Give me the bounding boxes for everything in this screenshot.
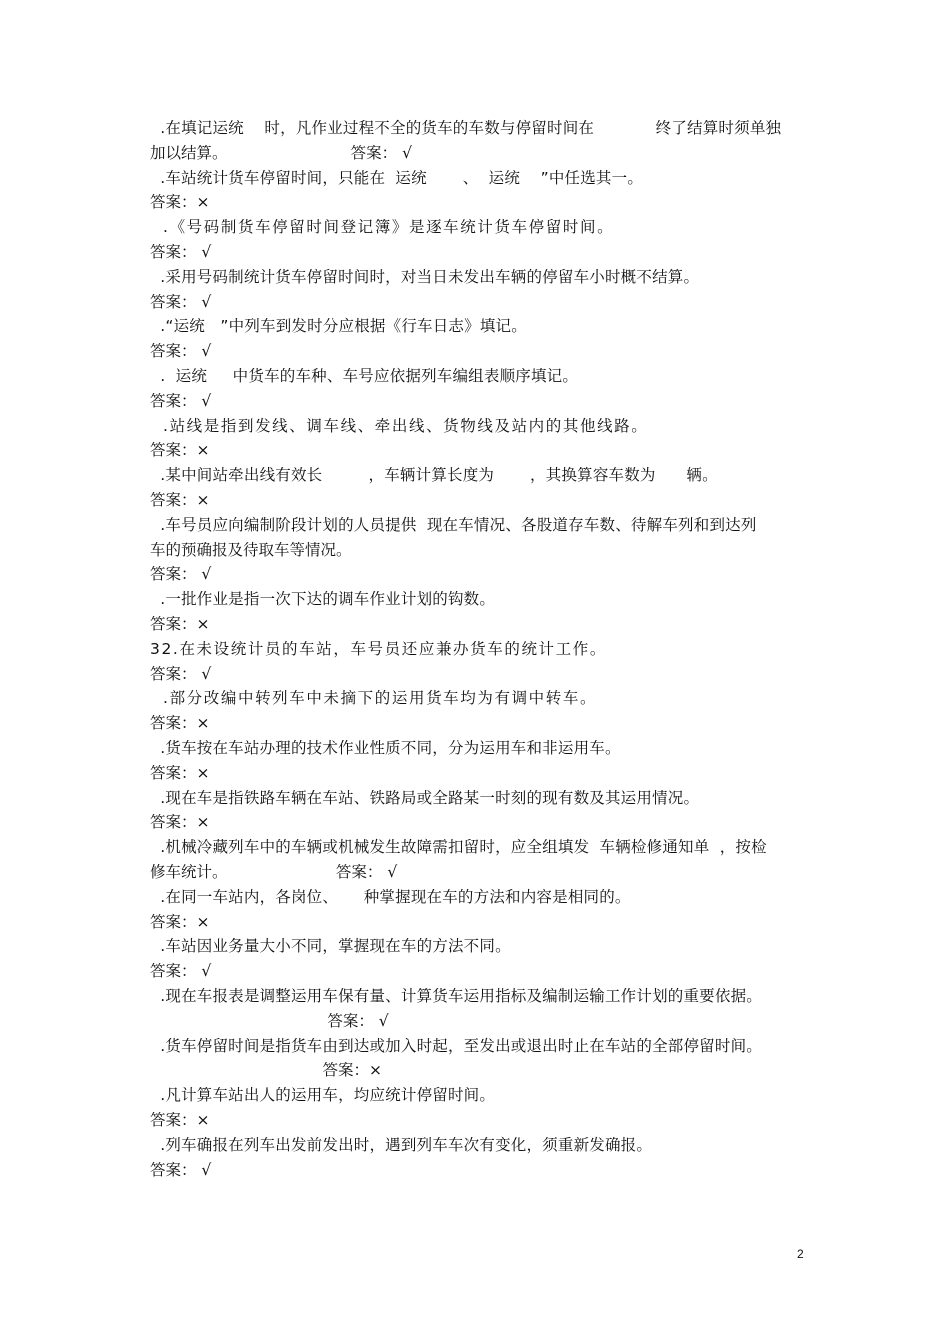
answer-line: 答案： √ (150, 243, 212, 261)
question-line: .站线是指到发线、调车线、牵出线、货物线及站内的其他线路。 (150, 416, 649, 435)
answer-line: 答案：× (150, 193, 210, 212)
question-line: .车站因业务量大小不同，掌握现在车的方法不同。 (150, 937, 511, 956)
answer-line: 修车统计。 答案： √ (150, 863, 398, 881)
question-line: .某中间站牵出线有效长 ，车辆计算长度为 ，其换算容车数为 辆。 (150, 466, 718, 485)
answer-line: 答案：× (150, 813, 210, 832)
question-line: .现在车报表是调整运用车保有量、计算货车运用指标及编制运输工作计划的重要依据。 (150, 987, 762, 1005)
answer-line: 答案：× (150, 1061, 382, 1080)
question-line: .在填记运统 时，凡作业过程不全的货车的车数与停留时间在 终了结算时须单独 (150, 119, 782, 137)
question-line: .部分改编中转列车中未摘下的运用货车均为有调中转车。 (150, 689, 598, 708)
answer-line: 答案： √ (150, 1011, 389, 1030)
question-line: .《号码制货车停留时间登记簿》是逐车统计货车停留时间。 (150, 218, 615, 237)
answer-line: 答案：× (150, 441, 210, 460)
answer-line: 答案： √ (150, 342, 212, 361)
answer-line: 答案： √ (150, 1160, 212, 1179)
question-line: .货车停留时间是指货车由到达或加入时起，至发出或退出时止在车站的全部停留时间。 (150, 1036, 762, 1055)
answer-line: 答案： √ (150, 391, 212, 410)
question-line: .采用号码制统计货车停留时间时，对当日未发出车辆的停留车小时概不结算。 (150, 267, 700, 286)
answer-line: 答案： √ (150, 565, 212, 584)
answer-line: 答案：× (150, 1111, 210, 1129)
answer-line: 答案： √ (150, 962, 212, 981)
answer-line: 答案：× (150, 763, 210, 782)
question-line: .“运统 ”中列车到发时分应根据《行车日志》填记。 (150, 317, 527, 336)
question-line: . 运统 中货车的车种、车号应依据列车编组表顺序填记。 (150, 367, 579, 385)
question-line: .车站统计货车停留时间，只能在 运统 、 运统 ”中任选其一。 (150, 168, 644, 187)
page-number: 2 (797, 1247, 804, 1261)
answer-line: 答案： √ (150, 292, 212, 311)
question-line: .机械冷藏列车中的车辆或机械发生故障需扣留时，应全组填发 车辆检修通知单 ，按检 (150, 838, 767, 857)
question-line: 车的预确报及待取车等情况。 (150, 540, 352, 559)
answer-line: 答案： √ (150, 664, 212, 683)
answer-line: 答案：× (150, 714, 210, 733)
answer-line: 答案：× (150, 912, 210, 931)
question-line: .车号员应向编制阶段计划的人员提供 现在车情况、各股道存车数、待解车列和到达列 (150, 515, 757, 534)
question-line: .凡计算车站出人的运用车，均应统计停留时间。 (150, 1086, 496, 1105)
question-line: 32.在未设统计员的车站，车号员还应兼办货车的统计工作。 (150, 639, 607, 658)
answer-line: 加以结算。 答案： √ (150, 143, 412, 162)
answer-line: 答案：× (150, 615, 210, 633)
question-line: .现在车是指铁路车辆在车站、铁路局或全路某一时刻的现有数及其运用情况。 (150, 788, 700, 807)
question-line: .一批作业是指一次下达的调车作业计划的钩数。 (150, 590, 496, 609)
question-line: .列车确报在列车出发前发出时，遇到列车车次有变化，须重新发确报。 (150, 1135, 653, 1154)
answer-line: 答案：× (150, 491, 210, 509)
question-line: .货车按在车站办理的技术作业性质不同，分为运用车和非运用车。 (150, 739, 621, 757)
question-line: .在同一车站内，各岗位、 种掌握现在车的方法和内容是相同的。 (150, 887, 631, 906)
